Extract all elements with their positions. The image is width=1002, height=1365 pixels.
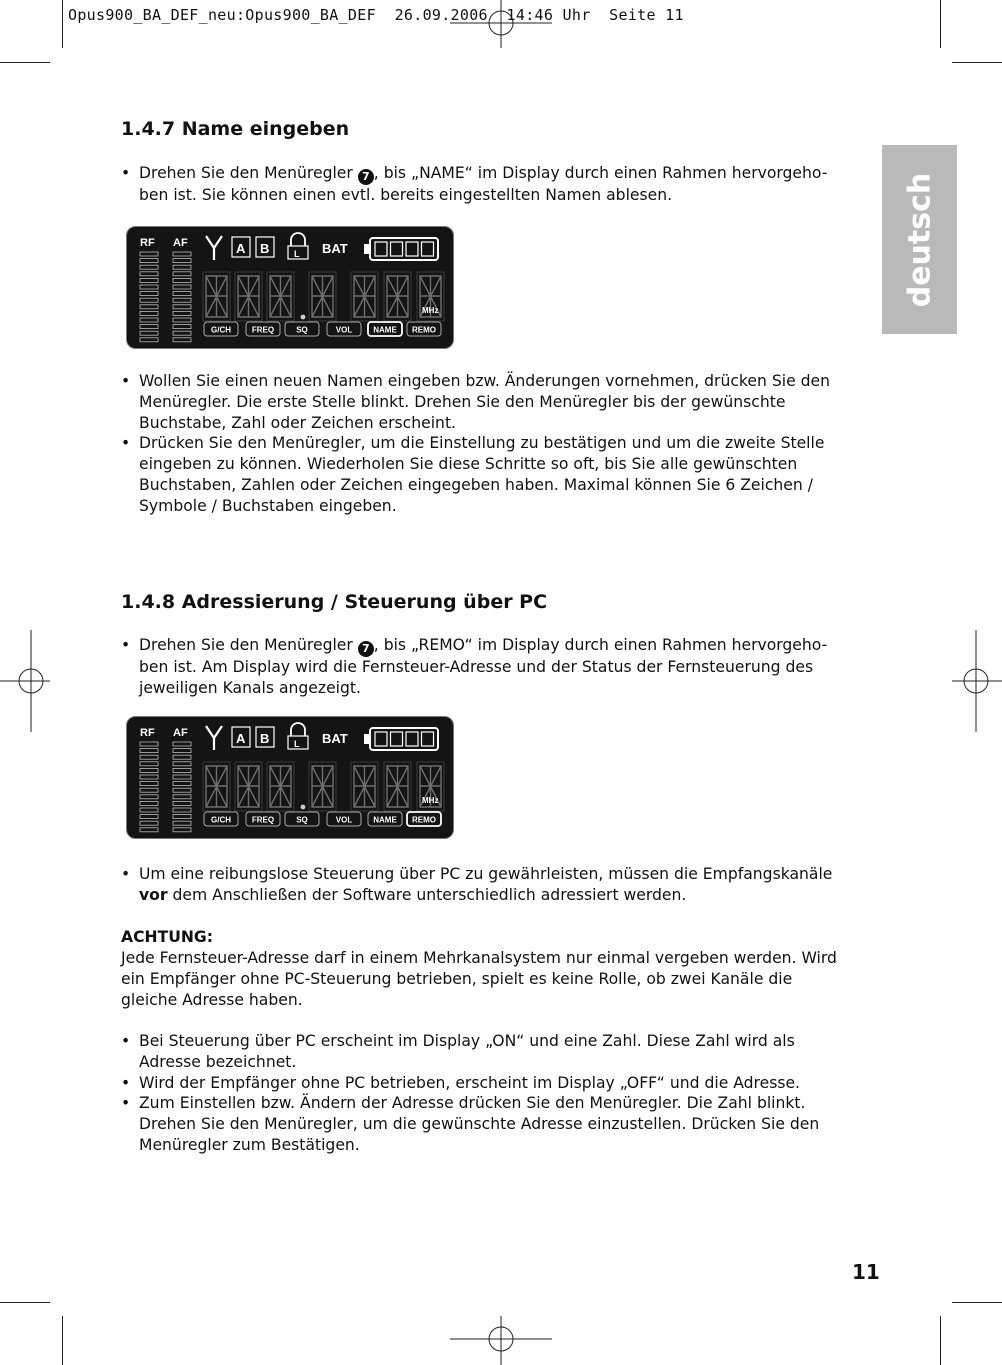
- segment-lines: [312, 276, 333, 317]
- segment-lines: [238, 766, 259, 807]
- character-cell: [351, 272, 378, 321]
- bullet-text: dem Anschließen der Software unterschiedlich adressiert werden.: [167, 885, 687, 904]
- character-cell: [235, 762, 262, 811]
- list-item: • Wollen Sie einen neuen Namen eingeben bzw. Änderungen vornehmen, drücken Sie den Menüregler. Die erste Stelle blinkt. Drehen Sie den Menüregler bis der gewünschte Buchstabe, Zahl oder Zeichen erscheint.: [121, 371, 846, 433]
- mode-button-label: SQ: [296, 815, 308, 825]
- segment-lines: [206, 276, 227, 317]
- mode-button-label: FREQ: [251, 815, 275, 825]
- list-item: • Bei Steuerung über PC erscheint im Display „ON“ und eine Zahl. Diese Zahl wird als Adresse bezeichnet.: [121, 1031, 846, 1073]
- registration-mark-right: [952, 630, 1002, 732]
- battery-terminal: [364, 244, 370, 254]
- crop-mark: [0, 62, 50, 63]
- af-label: AF: [173, 727, 188, 739]
- character-cell: [309, 272, 336, 321]
- mode-button-label: REMO: [412, 815, 436, 825]
- rf-label: RF: [140, 727, 155, 739]
- diversity-a-label: A: [236, 241, 246, 256]
- segment-lines: [270, 276, 291, 317]
- lock-label: L: [294, 739, 300, 749]
- registration-mark-top: [450, 0, 552, 48]
- character-cell: [309, 762, 336, 811]
- diversity-b-label: B: [260, 241, 270, 256]
- mode-button-label: REMO: [412, 325, 436, 335]
- language-side-tab: [882, 145, 957, 334]
- mhz-label: MHz: [422, 796, 439, 805]
- crop-mark: [0, 1302, 50, 1303]
- character-cell: [267, 272, 294, 321]
- character-cell: [351, 762, 378, 811]
- list-item: • Drücken Sie den Menüregler, um die Einstellung zu bestätigen und um die zweite Stelle eingeben zu können. Wiederholen Sie diese Schritte so oft, bis Sie alle gewünschten Buchstaben, Zahlen oder Zeichen eingegeben haben. Maximal können Sie 6 Zeichen / Symbole / Buchstaben eingeben.: [121, 433, 846, 516]
- crop-mark: [940, 1316, 941, 1365]
- af-label: AF: [173, 237, 188, 249]
- bat-label: BAT: [322, 731, 348, 746]
- segment-lines: [354, 276, 375, 317]
- bullet-text: Drehen Sie den Menüregler: [139, 636, 353, 654]
- character-cell: [384, 762, 411, 811]
- list-item: [121, 163, 846, 206]
- mode-button-label: G/CH: [211, 325, 231, 335]
- diversity-b-label: B: [260, 731, 270, 746]
- section2-bullets-a: [121, 635, 846, 699]
- segment-lines: [387, 276, 408, 317]
- mode-button-label: SQ: [296, 325, 308, 335]
- registration-mark-bottom: [450, 1316, 552, 1365]
- crop-mark: [62, 1316, 63, 1365]
- character-cell: [203, 272, 230, 321]
- character-cell: [384, 272, 411, 321]
- lcd-display-name: [126, 226, 454, 349]
- mode-button-label: NAME: [373, 815, 397, 825]
- character-cell: [203, 762, 230, 811]
- list-item: [121, 864, 846, 906]
- mode-button-label: VOL: [335, 815, 353, 825]
- crop-mark: [62, 0, 63, 48]
- bullet-text: Drehen Sie den Menüregler: [139, 164, 353, 182]
- crop-mark: [952, 62, 1002, 63]
- mode-button-label: FREQ: [251, 325, 275, 335]
- warning-text: Jede Fernsteuer-Adresse darf in einem Mehrkanalsystem nur einmal vergeben werden. Wird ein Empfänger ohne PC-Steuerung betrieben, spielt es keine Rolle, ob zwei Kanäle die gleiche Adresse haben.: [121, 949, 837, 1009]
- registration-mark-left: [0, 630, 50, 732]
- lcd-display-remo: [126, 716, 454, 839]
- section-heading-pc: 1.4.8 Adressierung / Steuerung über PC: [121, 591, 548, 613]
- list-item: [121, 635, 846, 699]
- bullet-text: , bis „REMO“ im Display durch einen Rahmen hervorgeho-ben ist. Am Display wird die Fernsteuer-Adresse und der Status der Fernsteuerung des jeweiligen Kanals angezeigt.: [139, 636, 828, 697]
- segment-lines: [238, 276, 259, 317]
- character-cell: [235, 272, 262, 321]
- bullet-text: Um eine reibungslose Steuerung über PC zu gewährleisten, müssen die Empfangskanäle: [139, 865, 833, 883]
- segment-lines: [354, 766, 375, 807]
- segment-lines: [387, 766, 408, 807]
- mode-button-label: VOL: [335, 325, 353, 335]
- bullet-text: , bis „NAME“ im Display durch einen Rahmen hervorgeho-ben ist. Sie können einen evtl. bereits eingestellten Namen ablesen.: [139, 164, 828, 204]
- list-item: • Wird der Empfänger ohne PC betrieben, erscheint im Display „OFF“ und die Adresse.: [121, 1073, 846, 1094]
- section1-bullets-a: [121, 163, 846, 206]
- mode-button-label: NAME: [373, 325, 397, 335]
- character-cell: [267, 762, 294, 811]
- knob-ref-icon: 7: [358, 641, 374, 657]
- segment-lines: [206, 766, 227, 807]
- crop-mark: [952, 1302, 1002, 1303]
- section-heading-name: 1.4.7 Name eingeben: [121, 118, 350, 140]
- lock-label: L: [294, 249, 300, 259]
- knob-ref-icon: 7: [358, 169, 374, 185]
- crop-mark: [940, 0, 941, 48]
- mhz-label: MHz: [422, 306, 439, 315]
- diversity-a-label: A: [236, 731, 246, 746]
- segment-lines: [312, 766, 333, 807]
- battery-terminal: [364, 734, 370, 744]
- bold-word: vor: [139, 885, 168, 904]
- segment-lines: [270, 766, 291, 807]
- page-number: 11: [852, 1260, 880, 1284]
- section2-bullets-b: [121, 864, 846, 906]
- mode-button-label: G/CH: [211, 815, 231, 825]
- decimal-point: [301, 805, 306, 810]
- bat-label: BAT: [322, 241, 348, 256]
- rf-label: RF: [140, 237, 155, 249]
- language-label: deutsch: [902, 172, 937, 307]
- section1-bullets-b: [121, 371, 846, 517]
- warning-title: ACHTUNG:: [121, 928, 213, 946]
- section2-bullets-c: [121, 1031, 846, 1156]
- print-slug-line: Opus900_BA_DEF_neu:Opus900_BA_DEF 26.09.2006 14:46 Uhr Seite 11: [68, 6, 684, 24]
- list-item: • Zum Einstellen bzw. Ändern der Adresse drücken Sie den Menüregler. Die Zahl blinkt. Drehen Sie den Menüregler, um die gewünschte Adresse einzustellen. Drücken Sie den Menüregler zum Bestätigen.: [121, 1093, 846, 1155]
- decimal-point: [301, 315, 306, 320]
